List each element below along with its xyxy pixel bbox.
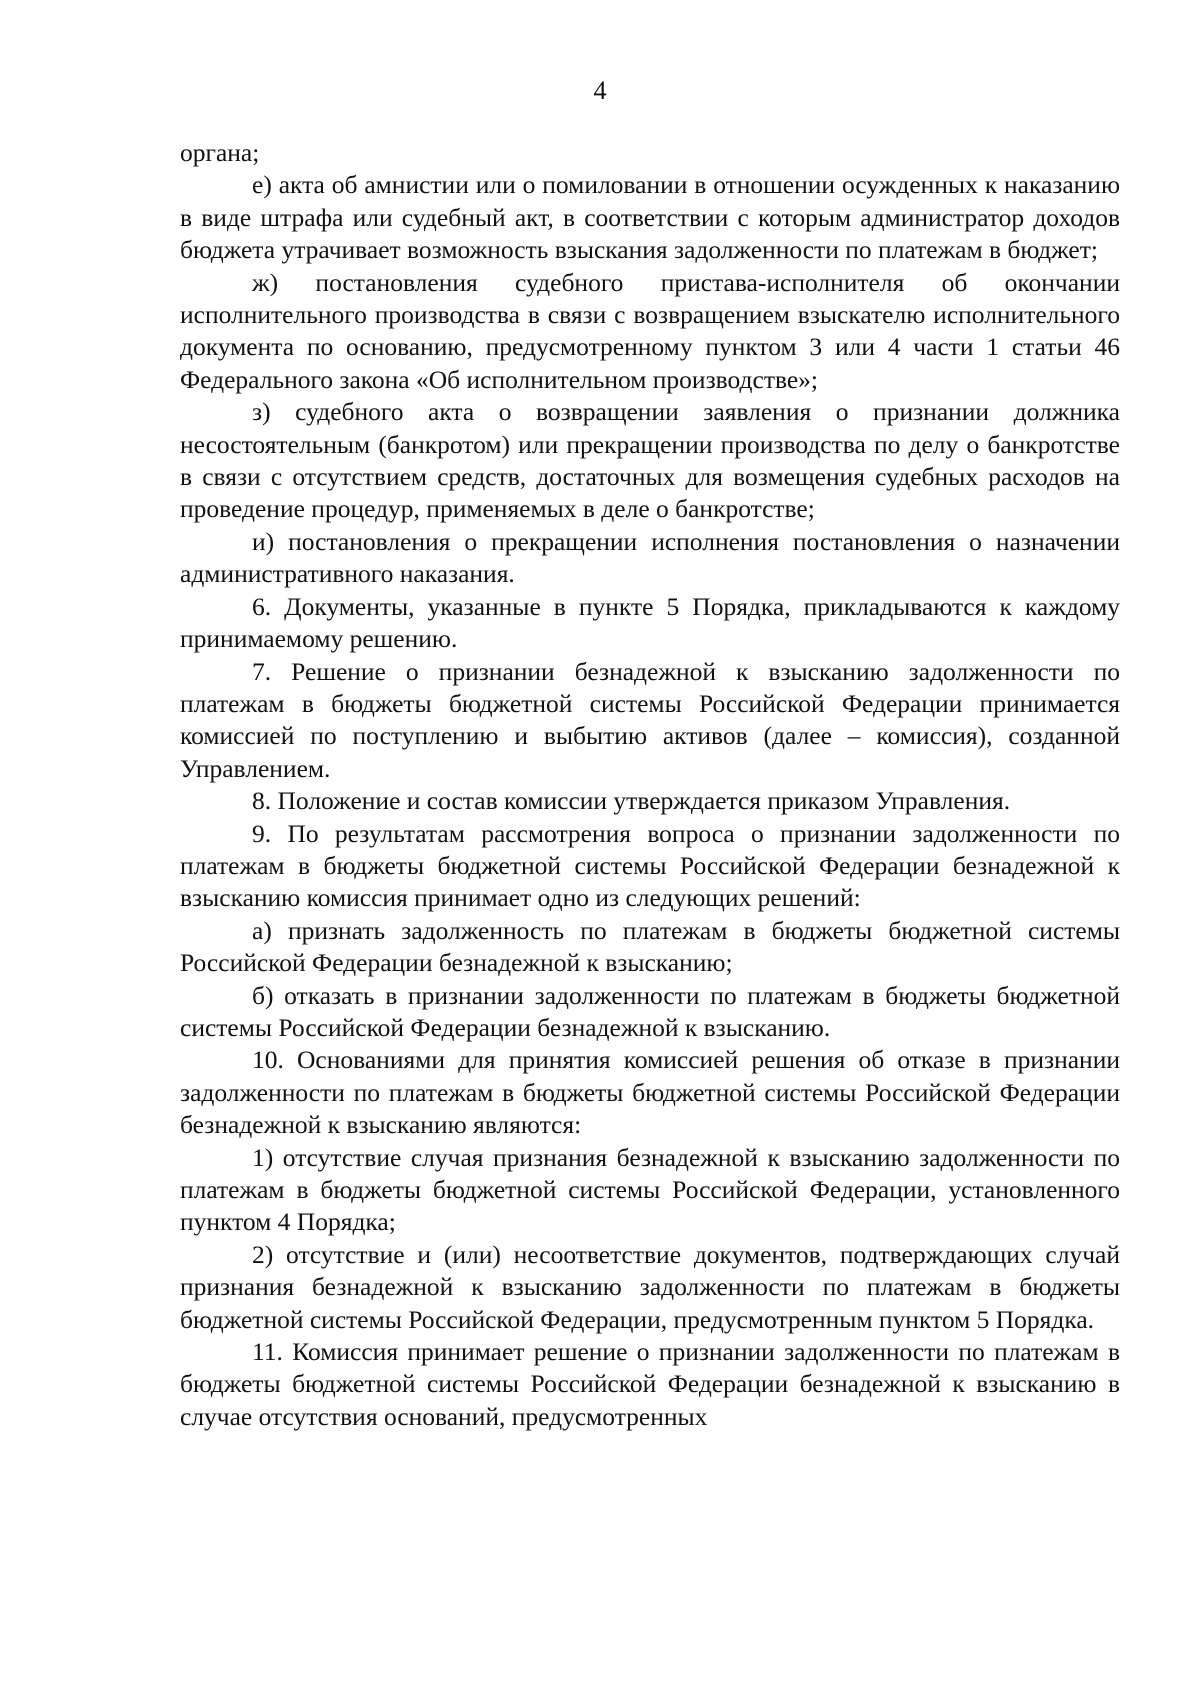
paragraph-subitem-1: 1) отсутствие случая признания безнадежной к взысканию задолженности по платежам в бюджеты бюджетной системы Российской Федерации, установленного пунктом 4 Порядка; xyxy=(180,1142,1120,1237)
page-number: 4 xyxy=(593,76,607,105)
paragraph-item-e: е) акта об амнистии или о помиловании в отношении осужденных к наказанию в виде штрафа или судебный акт, в соответствии с которым администратор доходов бюджета утрачивает возможность взыскания задолженности по платежам в бюджет; xyxy=(180,170,1120,265)
paragraph-subitem-2: 2) отсутствие и (или) несоответствие документов, подтверждающих случай признания безнадежной к взысканию задолженности по платежам в бюджеты бюджетной системы Российской Федерации, предусмотренным пунктом 5 Порядка. xyxy=(180,1239,1120,1334)
paragraph-item-i: и) постановления о прекращении исполнения постановления о назначении административного наказания. xyxy=(180,526,1120,589)
paragraph-item-z: з) судебного акта о возвращении заявления о признании должника несостоятельным (банкротом) или прекращении производства по делу о банкротстве в связи с отсутствием средств, достаточных для возмещения судебных расходов на проведение процедур, применяемых в деле о банкротстве; xyxy=(180,397,1120,524)
paragraph-clause-10: 10. Основаниями для принятия комиссией решения об отказе в признании задолженности по платежам в бюджеты бюджетной системы Российской Федерации безнадежной к взысканию являются: xyxy=(180,1045,1120,1140)
paragraph-item-b: б) отказать в признании задолженности по платежам в бюджеты бюджетной системы Российской Федерации безнадежной к взысканию. xyxy=(180,980,1120,1042)
paragraph-continuation: органа; xyxy=(180,138,260,167)
document-body xyxy=(180,137,1120,1433)
paragraph-clause-11: 11. Комиссия принимает решение о признании задолженности по платежам в бюджеты бюджетной системы Российской Федерации безнадежной к взысканию в случае отсутствия оснований, предусмотренных xyxy=(180,1337,1120,1431)
paragraph-clause-6: 6. Документы, указанные в пункте 5 Порядка, прикладываются к каждому принимаемому решению. xyxy=(180,591,1120,654)
paragraph-clause-8: 8. Положение и состав комиссии утверждается приказом Управления. xyxy=(252,786,1011,816)
paragraph-clause-9: 9. По результатам рассмотрения вопроса о признании задолженности по платежам в бюджеты бюджетной системы Российской Федерации безнадежной к взысканию комиссия принимает одно из следующих решений: xyxy=(180,818,1120,913)
paragraph-clause-7: 7. Решение о признании безнадежной к взысканию задолженности по платежам в бюджеты бюджетной системы Российской Федерации принимается комиссией по поступлению и выбытию активов (далее – комиссия), созданной Управлением. xyxy=(180,656,1120,783)
paragraph-item-a: а) признать задолженность по платежам в бюджеты бюджетной системы Российской Федерации безнадежной к взысканию; xyxy=(180,915,1120,978)
paragraph-item-zh: ж) постановления судебного пристава-исполнителя об окончании исполнительного производства в связи с возвращением взыскателю исполнительного документа по основанию, предусмотренному пунктом 3 или 4 части 1 статьи 46 Федерального закона «Об исполнительном производстве»; xyxy=(180,267,1120,394)
